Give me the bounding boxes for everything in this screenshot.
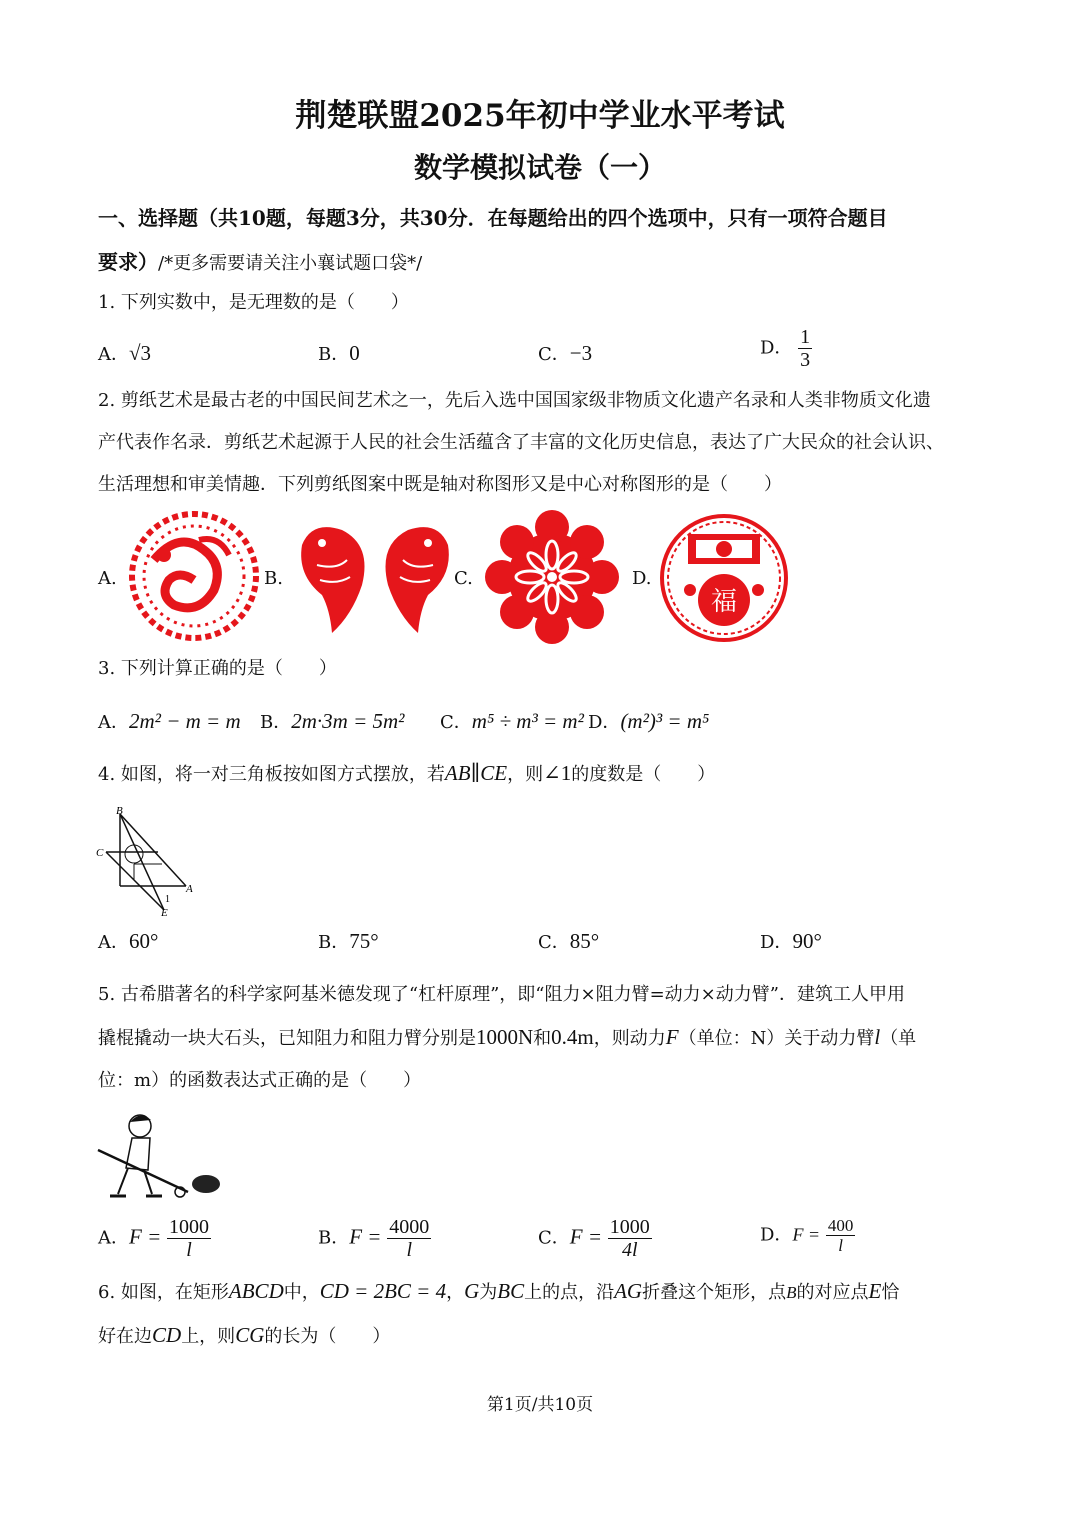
label-C: C xyxy=(96,847,104,859)
q2-option-a-label[interactable]: A. xyxy=(98,568,117,589)
q5-option-c[interactable]: C．F = $\frac{1000}{4l}$ xyxy=(538,1216,650,1261)
q5-option-a[interactable]: A．F = $\frac{1000}{l}$ xyxy=(98,1216,209,1261)
exam-subtitle: 数学模拟试卷（一） xyxy=(413,151,666,184)
section-heading-line1: 一、选择题（共10题，每题3分，共30分．在每题给出的四个选项中，只有一项符合题目 xyxy=(98,206,888,230)
q3-option-c[interactable]: C．m⁵ ÷ m³ = m² xyxy=(440,709,584,733)
section-heading xyxy=(98,196,988,286)
question-3-stem: 3. 下列计算正确的是（ ） xyxy=(98,658,337,679)
q5-option-d[interactable]: D．F = $\frac{400}{l}$ xyxy=(760,1216,854,1255)
question-2-stem: 2. 剪纸艺术是最古老的中国民间艺术之一，先后入选中国国家级非物质文化遗产名录和人类非物质文化遗 产代表作名录．剪纸艺术起源于人民的社会生活蕴含了丰富的文化历史信息，表达了广大民众的社会认识、 生活理想和审美情趣．下列剪纸图案中既是轴对称图形又是中心对称图形的是（ ） xyxy=(98,390,944,495)
label-angle-1: 1 xyxy=(165,894,170,905)
lever-worker-illustration xyxy=(96,1108,222,1204)
q1-option-d-fraction: $\frac{1}{3}$ xyxy=(800,326,811,371)
q2-option-c-label[interactable]: C. xyxy=(454,568,473,589)
page-footer: 第1页/共10页 xyxy=(486,1395,594,1415)
koi-fish-papercut-image xyxy=(292,515,458,637)
label-E: E xyxy=(161,907,168,918)
triangle-set-figure xyxy=(94,802,204,918)
q1-option-a-value: √3 xyxy=(129,341,152,365)
section-note: /*更多需要请关注小襄试题口袋*/ xyxy=(158,253,423,274)
q1-option-b[interactable]: B．0 xyxy=(318,341,360,365)
question-1-stem: 1. 下列实数中，是无理数的是（ ） xyxy=(98,292,409,313)
fu-papercut-image xyxy=(658,512,790,644)
q3-option-d[interactable]: D．(m²)³ = m⁵ xyxy=(588,709,710,733)
q1-option-d[interactable]: D． $\frac{1}{3}$ xyxy=(760,326,811,371)
q1-option-a[interactable]: A．√3 xyxy=(98,341,152,365)
question-5-stem: 5. 古希腊著名的科学家阿基米德发现了“杠杆原理”，即“阻力×阻力臂=动力×动力臂”．建筑工人甲用 撬棍撬动一块大石头，已知阻力和阻力臂分别是1000N和0.4m，则动力F（单位：N）关于动力臂l（单 位：m）的函数表达式正确的是（ ） xyxy=(98,984,917,1091)
label-A: A xyxy=(186,883,193,895)
flower-papercut-image xyxy=(482,510,622,644)
q3-option-a[interactable]: A．2m² − m = m xyxy=(98,709,241,733)
question-6-stem: 6. 如图，在矩形ABCD中，CD = 2BC = 4，G为BC上的点，沿AG折叠这个矩形，点B的对应点E恰 好在边CD上，则CG的长为（ ） xyxy=(98,1279,900,1347)
q2-option-d-label[interactable]: D. xyxy=(632,568,652,589)
exam-title: 荆楚联盟2025年初中学业水平考试 xyxy=(295,98,785,134)
q4-option-b[interactable]: B．75° xyxy=(318,929,379,953)
q1-option-c[interactable]: C．−3 xyxy=(538,341,593,365)
section-heading-line2: 要求）/*更多需要请关注小襄试题口袋*/ xyxy=(98,250,423,274)
q4-option-a[interactable]: A．60° xyxy=(98,929,159,953)
label-B: B xyxy=(116,805,123,817)
q3-option-b[interactable]: B．2m·3m = 5m² xyxy=(260,709,405,733)
q5-option-b[interactable]: B．F = $\frac{4000}{l}$ xyxy=(318,1216,430,1261)
dragon-papercut-image xyxy=(124,510,264,642)
fu-character: 福 xyxy=(710,587,738,616)
q2-option-b-label[interactable]: B. xyxy=(264,568,283,589)
q4-option-c[interactable]: C．85° xyxy=(538,929,600,953)
question-4-stem: 4. 如图，将一对三角板按如图方式摆放，若AB∥CE，则∠1的度数是（ ） xyxy=(98,761,716,785)
q4-option-d[interactable]: D．90° xyxy=(760,929,822,953)
